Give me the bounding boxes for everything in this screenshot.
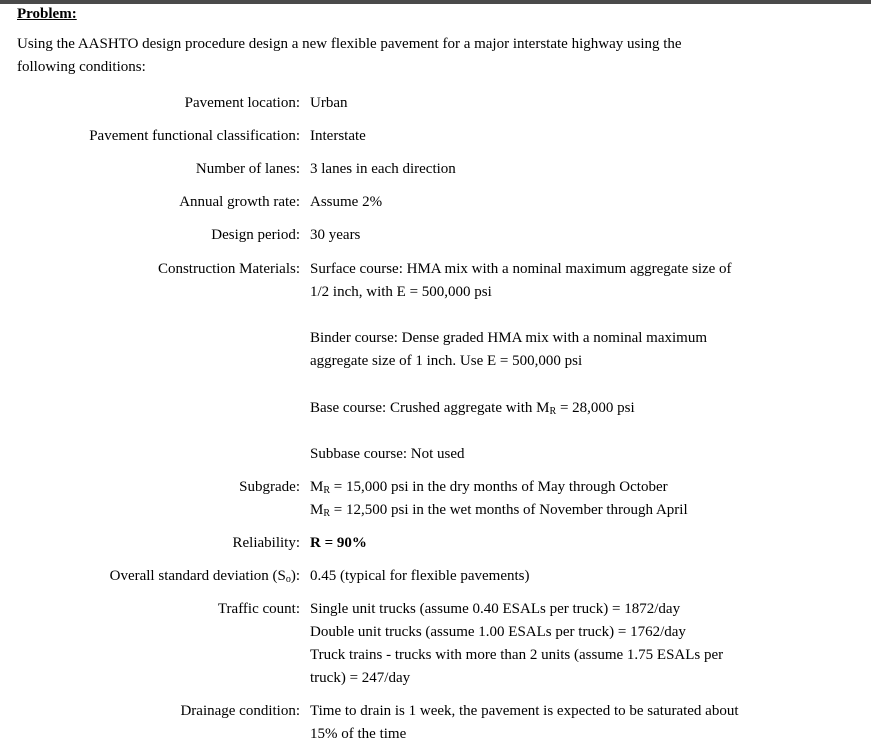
classification-value: Interstate	[310, 128, 366, 144]
subbase-course-text: Subbase course: Not used	[310, 446, 465, 462]
subgrade-wet-text: = 12,500 psi in the wet months of November through April	[330, 502, 688, 518]
subgrade-wet-m: M	[310, 502, 324, 518]
traffic-line-4: truck) = 247/day	[310, 670, 411, 686]
surface-course-line-2: 1/2 inch, with E = 500,000 psi	[310, 284, 492, 300]
location-label: Pavement location:	[184, 95, 300, 111]
deviation-label	[110, 565, 300, 588]
base-course-prefix: Base course: Crushed aggregate with M	[310, 400, 550, 416]
traffic-line-3: Truck trains - trucks with more than 2 units (assume 1.75 ESALs per	[310, 647, 724, 663]
subgrade-dry-text: = 15,000 psi in the dry months of May through October	[330, 479, 668, 495]
subgrade-value	[310, 476, 800, 522]
location-value: Urban	[310, 95, 348, 111]
traffic-value	[310, 598, 800, 690]
base-course-subscript: R	[549, 406, 557, 417]
period-label: Design period:	[211, 227, 300, 243]
growth-label: Annual growth rate:	[179, 194, 300, 210]
drainage-label: Drainage condition:	[180, 703, 300, 719]
top-border	[0, 0, 871, 4]
drainage-line-1: Time to drain is 1 week, the pavement is expected to be saturated about	[310, 703, 739, 719]
binder-course-line-1: Binder course: Dense graded HMA mix with a nominal maximum	[310, 330, 708, 346]
subgrade-dry-subscript: R	[323, 485, 331, 496]
deviation-value: 0.45 (typical for flexible pavements)	[310, 568, 530, 584]
subgrade-wet-subscript: R	[323, 508, 331, 519]
deviation-label-suffix: ):	[290, 568, 300, 584]
subgrade-label: Subgrade:	[239, 479, 300, 495]
drainage-line-2: 15% of the time	[310, 726, 407, 742]
materials-value	[310, 258, 800, 304]
lanes-label: Number of lanes:	[195, 161, 300, 177]
base-course	[310, 397, 800, 420]
subbase-course	[310, 443, 800, 466]
traffic-line-1: Single unit trucks (assume 0.40 ESALs per truck) = 1872/day	[310, 601, 681, 617]
period-value: 30 years	[310, 227, 361, 243]
lanes-value: 3 lanes in each direction	[310, 161, 456, 177]
reliability-value: R = 90%	[310, 535, 367, 551]
intro-line-1: Using the AASHTO design procedure design a new flexible pavement for a major interstate highway using the	[17, 36, 682, 52]
drainage-value	[310, 700, 800, 746]
subgrade-dry-m: M	[310, 479, 324, 495]
binder-course-line-2: aggregate size of 1 inch. Use E = 500,000 psi	[310, 353, 583, 369]
traffic-label: Traffic count:	[217, 601, 300, 617]
deviation-label-subscript: o	[285, 574, 291, 585]
reliability-label: Reliability:	[232, 535, 300, 551]
binder-course	[310, 327, 800, 373]
base-course-suffix: = 28,000 psi	[556, 400, 635, 416]
problem-title: Problem:	[17, 6, 77, 22]
materials-label: Construction Materials:	[157, 261, 300, 277]
intro-paragraph	[17, 33, 857, 79]
traffic-line-2: Double unit trucks (assume 1.00 ESALs per truck) = 1762/day	[310, 624, 686, 640]
intro-line-2: following conditions:	[17, 59, 146, 75]
growth-value: Assume 2%	[310, 194, 383, 210]
classification-label: Pavement functional classification:	[89, 128, 300, 144]
deviation-label-prefix: Overall standard deviation (S	[109, 568, 286, 584]
surface-course-line-1: Surface course: HMA mix with a nominal maximum aggregate size of	[310, 261, 732, 277]
